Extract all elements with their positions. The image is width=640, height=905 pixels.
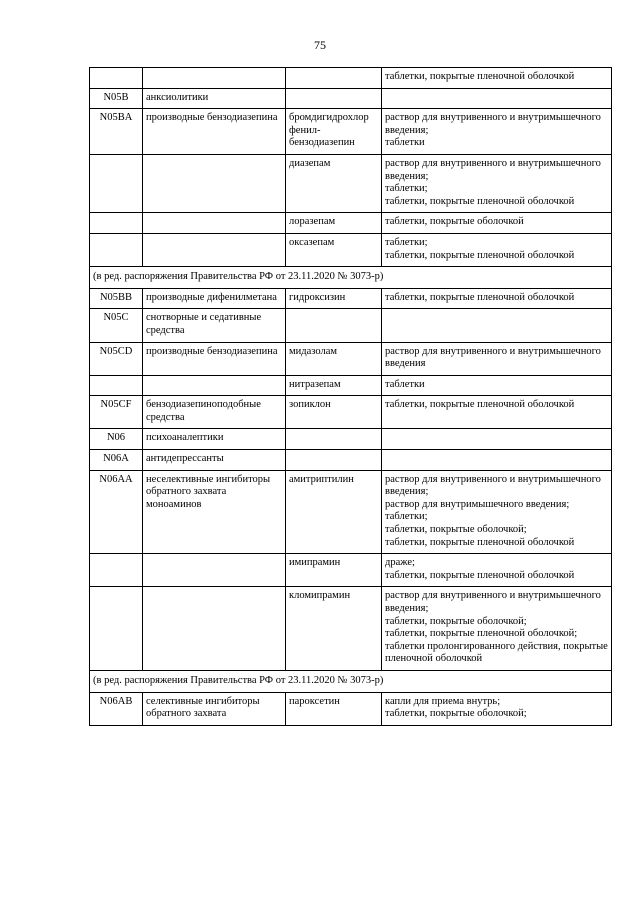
table-row	[90, 396, 612, 429]
drug-name-cell: бромдигидрохлор фенил-бензодиазепин	[286, 109, 382, 155]
dosage-form-line: таблетки, покрытые пленочной оболочкой	[385, 195, 575, 207]
group-name-cell	[143, 154, 286, 212]
dosage-form-line: таблетки пролонгированного действия, покрытые пленочной оболочкой	[385, 640, 608, 665]
drug-table	[89, 67, 612, 726]
table-row	[90, 233, 612, 266]
atc-code-cell: N06A	[90, 450, 143, 471]
amendment-note-row	[90, 670, 612, 692]
table-row	[90, 429, 612, 450]
table-row	[90, 154, 612, 212]
group-name-cell: снотворные и седативные средства	[143, 309, 286, 342]
atc-code-cell: N05CD	[90, 342, 143, 375]
table-row	[90, 342, 612, 375]
atc-code-cell: N05BA	[90, 109, 143, 155]
dosage-forms-cell	[382, 450, 612, 471]
dosage-form-line: таблетки, покрытые оболочкой;	[385, 615, 527, 627]
dosage-forms-cell	[382, 68, 612, 89]
amendment-note-row	[90, 267, 612, 289]
dosage-form-line: таблетки	[385, 378, 425, 390]
dosage-forms-cell	[382, 88, 612, 109]
dosage-form-line: раствор для внутримышечного введения;	[385, 498, 570, 510]
dosage-forms-cell	[382, 213, 612, 234]
table-row	[90, 375, 612, 396]
dosage-forms-cell	[382, 429, 612, 450]
group-name-cell: селективные ингибиторы обратного захвата	[143, 692, 286, 725]
dosage-form-line: таблетки, покрытые оболочкой;	[385, 708, 527, 720]
dosage-forms-cell	[382, 692, 612, 725]
dosage-form-line: таблетки, покрытые пленочной оболочкой	[385, 536, 575, 548]
atc-code-cell: N06AA	[90, 470, 143, 554]
table-row	[90, 309, 612, 342]
group-name-cell	[143, 587, 286, 671]
atc-code-cell	[90, 554, 143, 587]
dosage-form-line: таблетки;	[385, 236, 428, 248]
drug-name-cell	[286, 68, 382, 89]
table-row	[90, 288, 612, 309]
atc-code-cell	[90, 375, 143, 396]
dosage-form-line: раствор для внутривенного и внутримышечного введения;	[385, 112, 601, 136]
atc-code-cell: N06AB	[90, 692, 143, 725]
dosage-forms-cell	[382, 309, 612, 342]
dosage-forms-cell	[382, 470, 612, 554]
amendment-note: (в ред. распоряжения Правительства РФ от 23.11.2020 № 3073-р)	[90, 267, 612, 289]
drug-name-cell: зопиклон	[286, 396, 382, 429]
atc-code-cell: N06	[90, 429, 143, 450]
table-row	[90, 470, 612, 554]
group-name-cell: бензодиазепиноподобные средства	[143, 396, 286, 429]
table-row	[90, 109, 612, 155]
dosage-form-line: таблетки, покрытые пленочной оболочкой	[385, 291, 575, 303]
group-name-cell: производные дифенилметана	[143, 288, 286, 309]
dosage-form-line: таблетки, покрытые пленочной оболочкой	[385, 71, 575, 82]
dosage-form-line: таблетки, покрытые пленочной оболочкой;	[385, 628, 578, 640]
dosage-forms-cell	[382, 342, 612, 375]
drug-table-body	[90, 68, 612, 726]
dosage-form-line: капли для приема внутрь;	[385, 695, 501, 707]
drug-name-cell: пароксетин	[286, 692, 382, 725]
drug-name-cell	[286, 429, 382, 450]
dosage-form-line: раствор для внутривенного и внутримышечного введения;	[385, 590, 601, 614]
dosage-form-line: раствор для внутривенного и внутримышечного введения;	[385, 157, 601, 182]
group-name-cell: антидепрессанты	[143, 450, 286, 471]
dosage-forms-cell	[382, 554, 612, 587]
dosage-form-line: раствор для внутривенного и внутримышечного введения	[385, 345, 601, 370]
atc-code-cell: N05BB	[90, 288, 143, 309]
dosage-forms-cell	[382, 587, 612, 671]
drug-name-cell: гидроксизин	[286, 288, 382, 309]
atc-code-cell: N05CF	[90, 396, 143, 429]
drug-name-cell: нитразепам	[286, 375, 382, 396]
dosage-form-line: таблетки, покрытые оболочкой;	[385, 524, 527, 536]
atc-code-cell	[90, 68, 143, 89]
drug-name-cell: лоразепам	[286, 213, 382, 234]
dosage-form-line: драже;	[385, 557, 415, 569]
table-row	[90, 68, 612, 89]
dosage-form-line: таблетки	[385, 137, 425, 149]
table-row	[90, 213, 612, 234]
table-row	[90, 587, 612, 671]
drug-name-cell: имипрамин	[286, 554, 382, 587]
atc-code-cell	[90, 213, 143, 234]
table-row	[90, 554, 612, 587]
atc-code-cell: N05B	[90, 88, 143, 109]
dosage-form-line: таблетки, покрытые оболочкой	[385, 216, 524, 228]
group-name-cell	[143, 375, 286, 396]
dosage-form-line: таблетки, покрытые пленочной оболочкой	[385, 399, 575, 411]
dosage-form-line: раствор для внутривенного и внутримышечного введения;	[385, 473, 601, 498]
atc-code-cell	[90, 587, 143, 671]
dosage-form-line: таблетки, покрытые пленочной оболочкой	[385, 249, 575, 261]
dosage-forms-cell	[382, 233, 612, 266]
group-name-cell: анксиолитики	[143, 88, 286, 109]
group-name-cell	[143, 68, 286, 89]
group-name-cell	[143, 233, 286, 266]
page-number: 75	[314, 38, 326, 52]
dosage-form-line: таблетки, покрытые пленочной оболочкой	[385, 569, 575, 581]
atc-code-cell	[90, 154, 143, 212]
group-name-cell: производные бензодиазепина	[143, 109, 286, 155]
dosage-form-line: таблетки;	[385, 511, 428, 523]
group-name-cell: психоаналептики	[143, 429, 286, 450]
amendment-note: (в ред. распоряжения Правительства РФ от 23.11.2020 № 3073-р)	[90, 670, 612, 692]
drug-name-cell	[286, 88, 382, 109]
drug-name-cell: мидазолам	[286, 342, 382, 375]
dosage-form-line: таблетки;	[385, 183, 428, 195]
group-name-cell: производные бензодиазепина	[143, 342, 286, 375]
drug-name-cell: амитриптилин	[286, 470, 382, 554]
drug-name-cell	[286, 450, 382, 471]
table-row	[90, 88, 612, 109]
dosage-forms-cell	[382, 109, 612, 155]
dosage-forms-cell	[382, 375, 612, 396]
drug-name-cell	[286, 309, 382, 342]
group-name-cell	[143, 213, 286, 234]
drug-name-cell: кломипрамин	[286, 587, 382, 671]
dosage-forms-cell	[382, 288, 612, 309]
atc-code-cell	[90, 233, 143, 266]
group-name-cell: неселективные ингибиторы обратного захвата моноаминов	[143, 470, 286, 554]
dosage-forms-cell	[382, 396, 612, 429]
drug-name-cell: диазепам	[286, 154, 382, 212]
atc-code-cell: N05C	[90, 309, 143, 342]
drug-name-cell: оксазепам	[286, 233, 382, 266]
dosage-forms-cell	[382, 154, 612, 212]
table-row	[90, 450, 612, 471]
group-name-cell	[143, 554, 286, 587]
table-row	[90, 692, 612, 725]
